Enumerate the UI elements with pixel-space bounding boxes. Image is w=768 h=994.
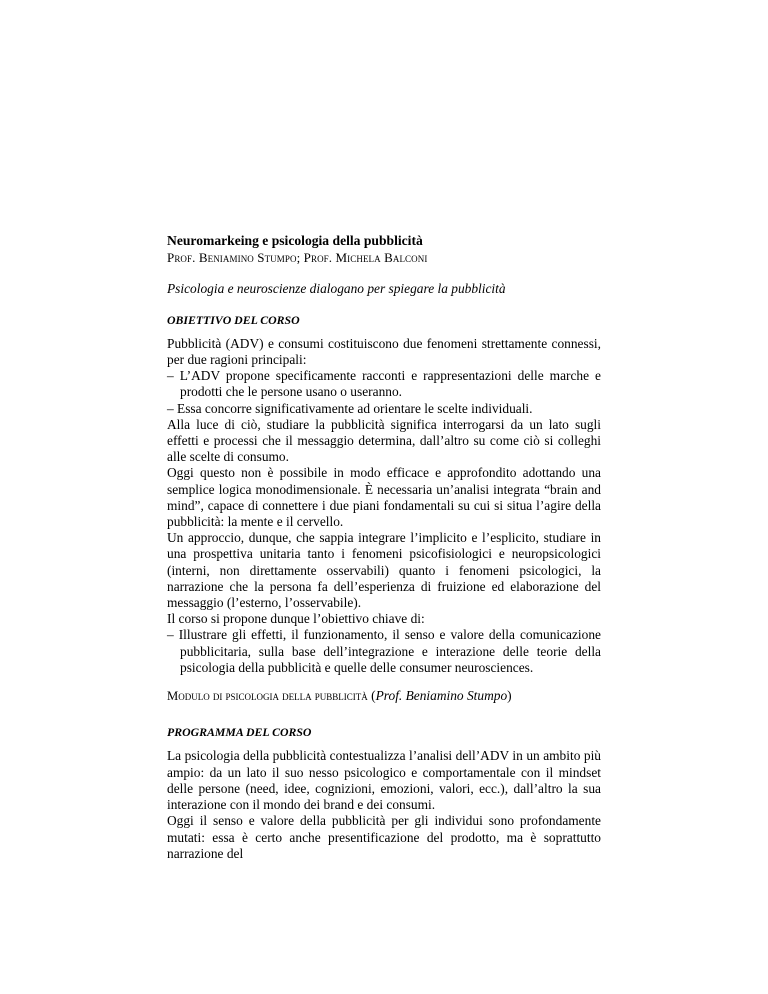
program-paragraph: La psicologia della pubblicità contestualizza l’analisi dell’ADV in un ambito più ampio: da un lato il suo nesso psicologico e comportamentale con il mindset delle persone (need, idee, cognizioni, emozioni, valori, ecc.), dall’altro la sua interazione con il mondo dei brand e dei consumi. xyxy=(167,748,601,813)
course-title: Neuromarkeing e psicologia della pubblicità xyxy=(167,233,423,248)
module-line xyxy=(167,688,601,706)
course-authors xyxy=(167,250,601,266)
objective-list-item: – Essa concorre significativamente ad orientare le scelte individuali. xyxy=(167,400,533,416)
module-close-paren: ) xyxy=(507,688,512,704)
module-professor: Prof. Beniamino Stumpo xyxy=(375,688,508,704)
objective-paragraph: Il corso si propone dunque l’obiettivo chiave di: xyxy=(167,611,425,627)
program-paragraph: Oggi il senso e valore della pubblicità per gli individui sono profondamente mutati: essa è certo anche presentificazione del prodotto, ma è soprattutto narrazione del xyxy=(167,813,601,861)
document-page xyxy=(167,233,601,862)
objective-intro: Pubblicità (ADV) e consumi costituiscono due fenomeni strettamente connessi, per due ragioni principali: xyxy=(167,335,601,368)
course-subtitle: Psicologia e neuroscienze dialogano per spiegare la pubblicità xyxy=(167,281,506,297)
objective-heading: OBIETTIVO DEL CORSO xyxy=(167,312,300,327)
program-heading: PROGRAMMA DEL CORSO xyxy=(167,725,312,740)
objective-paragraph: Alla luce di ciò, studiare la pubblicità significa interrogarsi da un lato sugli effetti e processi che il messaggio determina, dall’altro su come ciò si colleghi alle scelte di consumo. xyxy=(167,416,601,465)
module-label: Modulo di psicologia della pubblicità xyxy=(167,689,368,704)
objective-paragraph: Oggi questo non è possibile in modo efficace e approfondito adottando una semplice logica monodimensionale. È necessaria un’analisi integrata “brain and mind”, capace di connettere i due piani fondamentali su cui si situa l’agire della pubblicità: la mente e il cervello. xyxy=(167,465,601,530)
objective-list-item: – L’ADV propone specificamente racconti e rappresentazioni delle marche e prodotti che le persone usano o useranno. xyxy=(167,368,601,400)
authors-text: Prof. Beniamino Stumpo; Prof. Michela Balconi xyxy=(167,250,428,266)
module-open-paren: ( xyxy=(367,688,376,704)
objective-paragraph: Un approccio, dunque, che sappia integrare l’implicito e l’esplicito, studiare in una prospettiva unitaria tanto i fenomeni psicofisiologici e neuropsicologici (interni, non direttamente osservabili) quanto i fenomeni psicologici, la narrazione che la persona fa dell’esperienza di fruizione ed elaborazione del messaggio (l’esterno, l’osservabile). xyxy=(167,530,601,611)
objective-goal-item: – Illustrare gli effetti, il funzionamento, il senso e valore della comunicazione pubblicitaria, sulla base dell’integrazione e interazione delle teorie della psicologia della pubblicità e quelle delle consumer neurosciences. xyxy=(167,627,601,675)
